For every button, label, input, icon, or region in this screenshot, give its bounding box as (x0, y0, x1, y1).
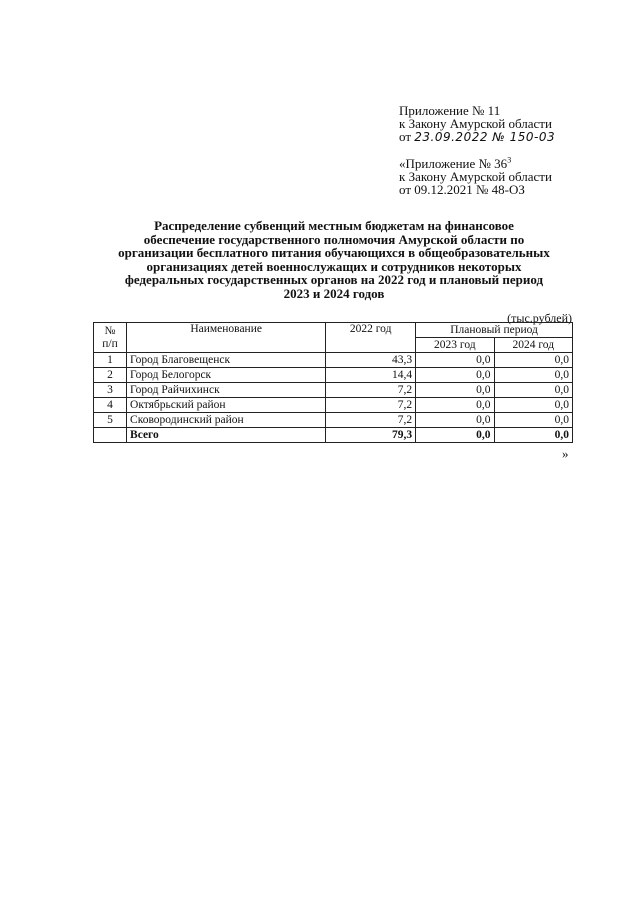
appendix-previous-number-text: «Приложение № 36 (399, 156, 508, 171)
total-2022: 79,3 (326, 428, 416, 443)
total-2023: 0,0 (416, 428, 494, 443)
row-name: Октябрьский район (127, 398, 326, 413)
subsidy-table (93, 322, 573, 443)
row-num: 1 (94, 353, 127, 368)
appendix-current-block (399, 104, 599, 144)
row-name: Город Благовещенск (127, 353, 326, 368)
header-num-line2: п/п (102, 337, 118, 350)
row-num: 4 (94, 398, 127, 413)
appendix-previous-law: к Закону Амурской области (399, 169, 552, 184)
appendix-previous-number-sup: 3 (507, 155, 512, 165)
appendix-current-number: Приложение № 11 (399, 103, 501, 118)
header-2024: 2024 год (494, 338, 572, 353)
table-header-row (94, 323, 573, 338)
appendix-current-date (399, 130, 599, 144)
row-name: Город Белогорск (127, 368, 326, 383)
row-2023: 0,0 (416, 398, 494, 413)
closing-quote-mark: » (562, 446, 569, 461)
row-2023: 0,0 (416, 383, 494, 398)
appendix-previous-date: от 09.12.2021 № 48-ОЗ (399, 182, 525, 197)
row-2024: 0,0 (494, 383, 572, 398)
header-name: Наименование (127, 323, 326, 353)
title-line: организации бесплатного питания обучающихся в общеобразовательных (118, 245, 550, 260)
title-line: федеральных государственных органов на 2022 год и плановый период (124, 272, 544, 287)
row-num: 5 (94, 413, 127, 428)
appendix-current-law: к Закону Амурской области (399, 116, 552, 131)
table-row (94, 353, 573, 368)
appendix-previous-block (399, 157, 599, 196)
header-num-line1: № (104, 324, 116, 337)
header-2023: 2023 год (416, 338, 494, 353)
row-2022: 7,2 (326, 383, 416, 398)
row-2023: 0,0 (416, 353, 494, 368)
handwritten-date-number: 23.09.2022 № 150-03 (414, 130, 556, 144)
title-line: обеспечение государственного полномочия Амурской области по (143, 231, 525, 247)
units-label: (тыс.рублей) (507, 311, 572, 325)
table-row (94, 383, 573, 398)
row-num: 2 (94, 368, 127, 383)
row-2022: 7,2 (326, 413, 416, 428)
total-label: Всего (127, 428, 326, 443)
row-2024: 0,0 (494, 353, 572, 368)
row-name: Сковородинский район (127, 413, 326, 428)
table-row (94, 368, 573, 383)
table-row (94, 413, 573, 428)
title-line: организациях детей военнослужащих и сотрудников некоторых (146, 258, 522, 274)
row-num: 3 (94, 383, 127, 398)
header-2022: 2022 год (326, 323, 416, 353)
table-row (94, 398, 573, 413)
row-name: Город Райчихинск (127, 383, 326, 398)
row-2024: 0,0 (494, 398, 572, 413)
title-line: Распределение субвенций местным бюджетам на финансовое (154, 218, 514, 233)
title-line: 2023 и 2024 годов (283, 285, 385, 301)
row-2022: 14,4 (326, 368, 416, 383)
row-2023: 0,0 (416, 413, 494, 428)
row-2023: 0,0 (416, 368, 494, 383)
document-title (90, 219, 578, 300)
total-num (94, 428, 127, 443)
table-total-row (94, 428, 573, 443)
appendix-current-date-prefix: от (399, 129, 412, 144)
header-planned-period: Плановый период (416, 323, 573, 338)
total-2024: 0,0 (494, 428, 572, 443)
row-2022: 7,2 (326, 398, 416, 413)
header-num (94, 323, 127, 353)
row-2022: 43,3 (326, 353, 416, 368)
row-2024: 0,0 (494, 413, 572, 428)
row-2024: 0,0 (494, 368, 572, 383)
